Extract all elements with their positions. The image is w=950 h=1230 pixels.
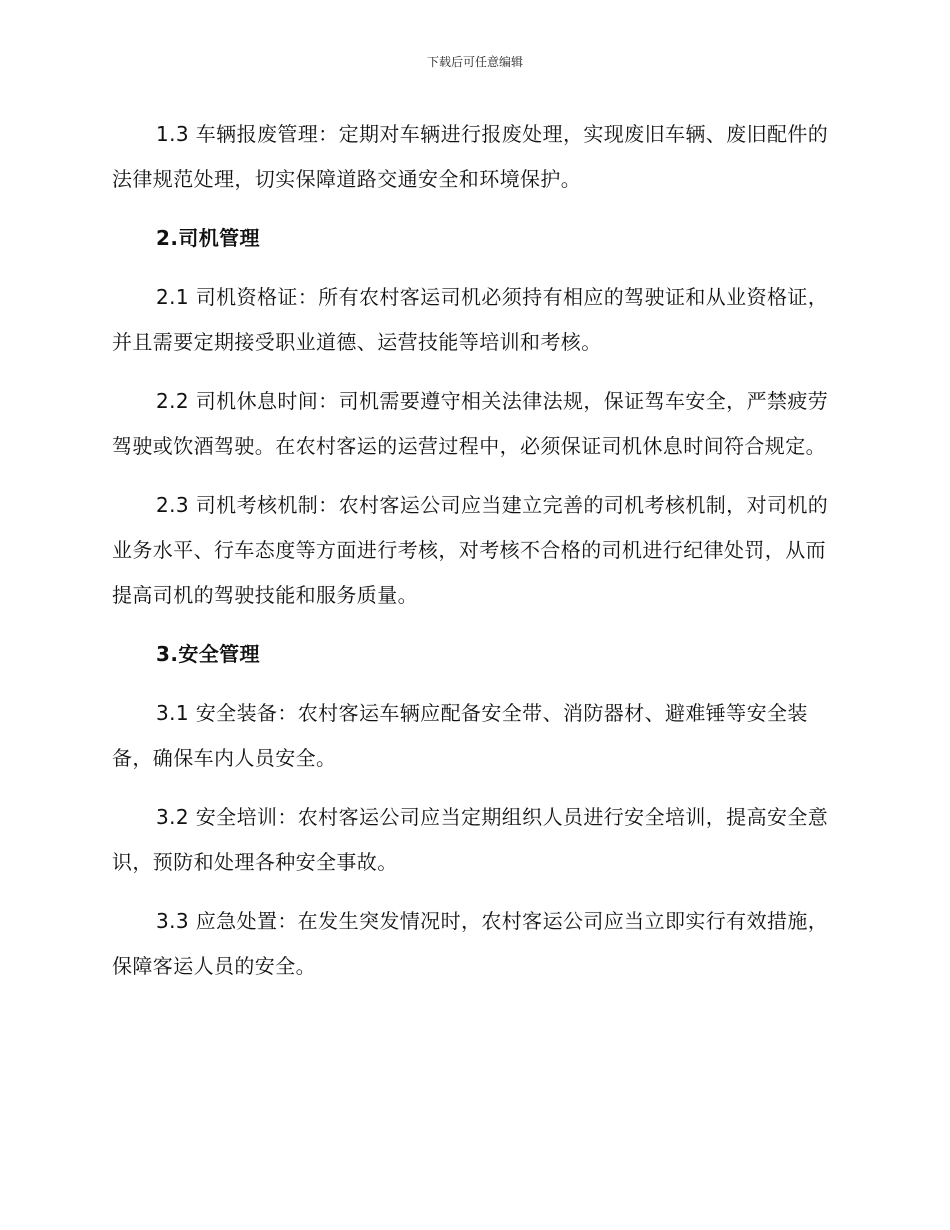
section-heading-driver-management: 2.司机管理: [156, 226, 260, 250]
paragraph-2-1-driver-qualification: 2.1 司机资格证：所有农村客运司机必须持有相应的驾驶证和从业资格证，并且需要定期接受职业道德、运营技能等培训和考核。: [112, 285, 829, 354]
page-header: 下载后可任意编辑: [426, 55, 523, 69]
document-body: [112, 112, 834, 1003]
paragraph-3-1-safety-equipment: 3.1 安全装备：农村客运车辆应配备安全带、消防器材、避难锤等安全装备，确保车内人员安全。: [112, 701, 808, 770]
paragraph-3-3-emergency-response: 3.3 应急处置：在发生突发情况时，农村客运公司应当立即实行有效措施，保障客运人员的安全。: [112, 909, 829, 978]
paragraph-2-3-driver-assessment: 2.3 司机考核机制：农村客运公司应当建立完善的司机考核机制，对司机的业务水平、行车态度等方面进行考核，对考核不合格的司机进行纪律处罚，从而提高司机的驾驶技能和服务质量。: [112, 493, 829, 607]
paragraph-1-3-vehicle-scrapping: 1.3 车辆报废管理：定期对车辆进行报废处理，实现废旧车辆、废旧配件的法律规范处理，切实保障道路交通安全和环境保护。: [112, 122, 829, 191]
section-heading-safety-management: 3.安全管理: [156, 642, 260, 666]
paragraph-3-2-safety-training: 3.2 安全培训：农村客运公司应当定期组织人员进行安全培训，提高安全意识，预防和处理各种安全事故。: [112, 805, 829, 874]
paragraph-2-2-driver-rest-time: 2.2 司机休息时间：司机需要遵守相关法律法规，保证驾车安全，严禁疲劳驾驶或饮酒驾驶。在农村客运的运营过程中，必须保证司机休息时间符合规定。: [112, 389, 829, 458]
